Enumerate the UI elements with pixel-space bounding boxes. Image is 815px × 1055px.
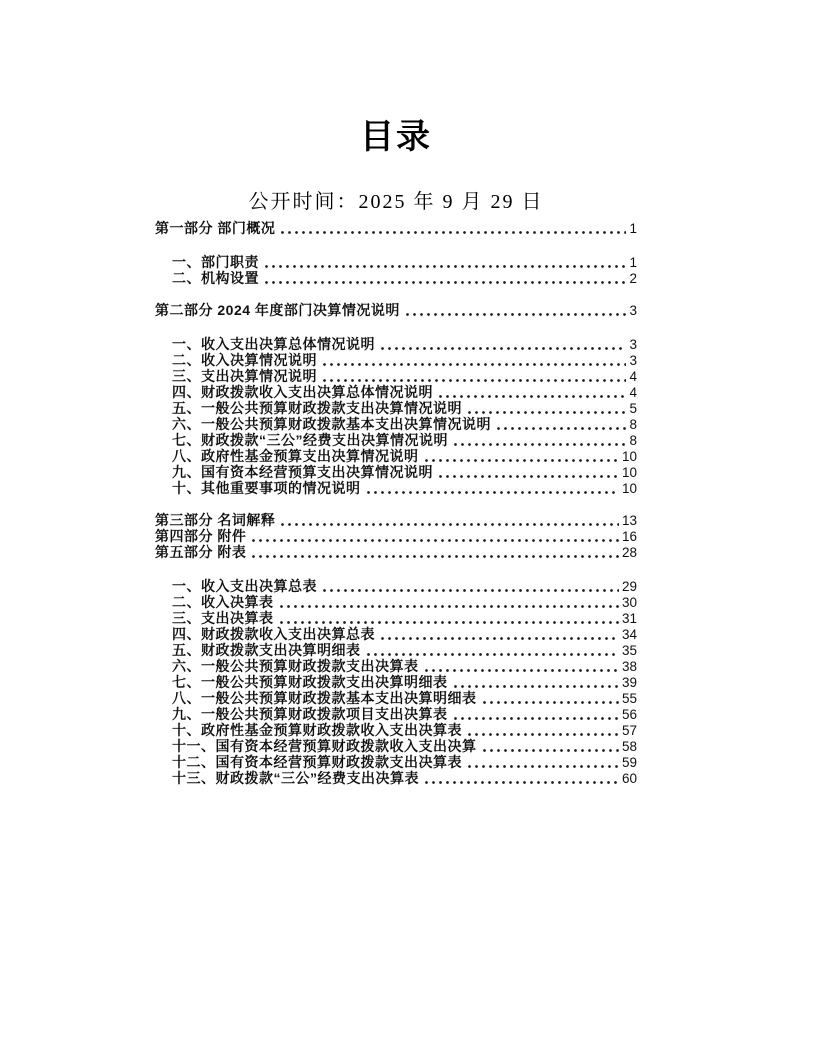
toc-entry-label: 四、财政拨款收入支出决算总体情况说明	[172, 384, 433, 400]
dot-leader	[468, 732, 619, 737]
dot-leader	[454, 684, 619, 689]
toc-entry-page-number: 5	[629, 401, 637, 416]
toc-entry-page-number: 60	[621, 771, 637, 786]
dot-leader	[367, 652, 619, 657]
toc-entry	[155, 480, 637, 496]
toc-entry-label: 六、一般公共预算财政拨款基本支出决算情况说明	[172, 416, 491, 432]
toc-entry	[155, 384, 637, 400]
toc-section	[155, 302, 637, 496]
toc-entry-label: 八、一般公共预算财政拨款基本支出决算明细表	[172, 690, 477, 706]
dot-leader	[483, 748, 619, 753]
dot-leader	[439, 474, 619, 479]
toc-entry-page-number: 58	[621, 739, 637, 754]
dot-leader	[425, 458, 619, 463]
toc-part-heading-page-number: 3	[629, 303, 637, 318]
table-of-contents	[155, 220, 637, 786]
toc-part-heading-page-number: 13	[621, 513, 637, 528]
toc-entry-label: 四、财政拨款收入支出决算总表	[172, 626, 375, 642]
toc-part-heading-page-number: 1	[629, 221, 637, 236]
toc-part-heading	[155, 544, 637, 560]
toc-entry	[155, 352, 637, 368]
toc-entry	[155, 464, 637, 480]
toc-entry	[155, 578, 637, 594]
toc-entry	[155, 674, 637, 690]
toc-section	[155, 220, 637, 286]
dot-leader	[252, 554, 619, 559]
toc-item-group	[155, 254, 637, 286]
toc-entry-label: 九、一般公共预算财政拨款项目支出决算表	[172, 706, 448, 722]
dot-leader	[483, 700, 619, 705]
toc-section	[155, 544, 637, 786]
publish-time-line: 公开时间：2025 年 9 月 29 日	[248, 191, 544, 213]
toc-entry-page-number: 59	[621, 755, 637, 770]
dot-leader	[280, 604, 619, 609]
toc-entry-label: 五、一般公共预算财政拨款支出决算情况说明	[172, 400, 462, 416]
toc-entry-page-number: 30	[621, 595, 637, 610]
dot-leader	[468, 764, 619, 769]
toc-entry-label: 七、一般公共预算财政拨款支出决算明细表	[172, 674, 448, 690]
toc-entry-page-number: 3	[629, 337, 637, 352]
toc-part-heading-page-number: 16	[621, 529, 637, 544]
dot-leader	[323, 378, 626, 383]
toc-part-heading-label: 第五部分 附表	[155, 544, 247, 560]
toc-part-heading	[155, 528, 637, 544]
toc-entry-page-number: 56	[621, 707, 637, 722]
toc-entry-page-number: 10	[621, 449, 637, 464]
toc-entry	[155, 738, 637, 754]
dot-leader	[280, 620, 619, 625]
toc-entry	[155, 368, 637, 384]
toc-entry-page-number: 8	[629, 417, 637, 432]
toc-entry-label: 七、财政拨款“三公”经费支出决算情况说明	[172, 432, 448, 448]
toc-entry-page-number: 34	[621, 627, 637, 642]
toc-part-heading-label: 第二部分 2024 年度部门决算情况说明	[155, 302, 400, 318]
toc-entry-label: 二、收入决算表	[172, 594, 274, 610]
toc-entry	[155, 626, 637, 642]
toc-part-heading	[155, 220, 637, 236]
toc-entry	[155, 400, 637, 416]
dot-leader	[439, 394, 626, 399]
toc-entry-page-number: 39	[621, 675, 637, 690]
dot-leader	[468, 410, 626, 415]
toc-part-heading-label: 第一部分 部门概况	[155, 220, 276, 236]
toc-entry-page-number: 57	[621, 723, 637, 738]
toc-entry	[155, 270, 637, 286]
toc-entry-page-number: 8	[629, 433, 637, 448]
dot-leader	[425, 668, 619, 673]
toc-entry	[155, 416, 637, 432]
toc-entry	[155, 770, 637, 786]
dot-leader	[406, 312, 627, 317]
toc-entry-label: 一、收入支出决算总体情况说明	[172, 336, 375, 352]
toc-entry	[155, 754, 637, 770]
toc-section	[155, 528, 637, 544]
toc-entry-page-number: 10	[621, 465, 637, 480]
toc-part-heading-label: 第三部分 名词解释	[155, 512, 276, 528]
toc-entry-label: 十二、国有资本经营预算财政拨款支出决算表	[172, 754, 462, 770]
toc-entry-page-number: 38	[621, 659, 637, 674]
toc-part-heading-label: 第四部分 附件	[155, 528, 247, 544]
toc-entry-label: 二、收入决算情况说明	[172, 352, 317, 368]
dot-leader	[323, 588, 619, 593]
toc-part-heading	[155, 302, 637, 318]
toc-entry-page-number: 3	[629, 353, 637, 368]
toc-entry-label: 三、支出决算表	[172, 610, 274, 626]
dot-leader	[281, 230, 626, 235]
toc-entry	[155, 594, 637, 610]
toc-entry	[155, 336, 637, 352]
toc-entry-label: 八、政府性基金预算支出决算情况说明	[172, 448, 419, 464]
toc-entry-page-number: 4	[629, 369, 637, 384]
toc-entry-label: 十、政府性基金预算财政拨款收入支出决算表	[172, 722, 462, 738]
toc-entry-page-number: 4	[629, 385, 637, 400]
toc-entry	[155, 690, 637, 706]
toc-entry-page-number: 35	[621, 643, 637, 658]
toc-entry-label: 三、支出决算情况说明	[172, 368, 317, 384]
toc-entry	[155, 610, 637, 626]
toc-part-heading-page-number: 28	[621, 545, 637, 560]
toc-entry-label: 十、其他重要事项的情况说明	[172, 480, 361, 496]
toc-entry	[155, 432, 637, 448]
toc-entry	[155, 722, 637, 738]
dot-leader	[497, 426, 626, 431]
dot-leader	[381, 346, 626, 351]
toc-entry-page-number: 2	[629, 271, 637, 286]
toc-part-heading	[155, 512, 637, 528]
dot-leader	[323, 362, 626, 367]
toc-entry-label: 九、国有资本经营预算支出决算情况说明	[172, 464, 433, 480]
toc-entry-page-number: 29	[621, 579, 637, 594]
toc-entry	[155, 658, 637, 674]
toc-entry-page-number: 1	[629, 255, 637, 270]
dot-leader	[281, 522, 619, 527]
dot-leader	[265, 264, 626, 269]
toc-entry	[155, 642, 637, 658]
toc-item-group	[155, 336, 637, 496]
toc-item-group	[155, 578, 637, 786]
page-title: 目录	[360, 118, 432, 156]
dot-leader	[454, 442, 626, 447]
toc-entry-page-number: 31	[621, 611, 637, 626]
dot-leader	[425, 780, 619, 785]
dot-leader	[367, 490, 619, 495]
dot-leader	[381, 636, 619, 641]
toc-entry-page-number: 10	[621, 481, 637, 496]
dot-leader	[454, 716, 619, 721]
toc-entry	[155, 254, 637, 270]
toc-entry-label: 一、部门职责	[172, 254, 259, 270]
toc-entry	[155, 706, 637, 722]
toc-entry-label: 十三、财政拨款“三公”经费支出决算表	[172, 770, 419, 786]
toc-entry-label: 一、收入支出决算总表	[172, 578, 317, 594]
dot-leader	[265, 280, 626, 285]
toc-entry-label: 十一、国有资本经营预算财政拨款收入支出决算	[172, 738, 477, 754]
dot-leader	[252, 538, 619, 543]
toc-entry-label: 二、机构设置	[172, 270, 259, 286]
toc-entry-page-number: 55	[621, 691, 637, 706]
toc-entry-label: 六、一般公共预算财政拨款支出决算表	[172, 658, 419, 674]
toc-entry	[155, 448, 637, 464]
toc-entry-label: 五、财政拨款支出决算明细表	[172, 642, 361, 658]
toc-section	[155, 512, 637, 528]
